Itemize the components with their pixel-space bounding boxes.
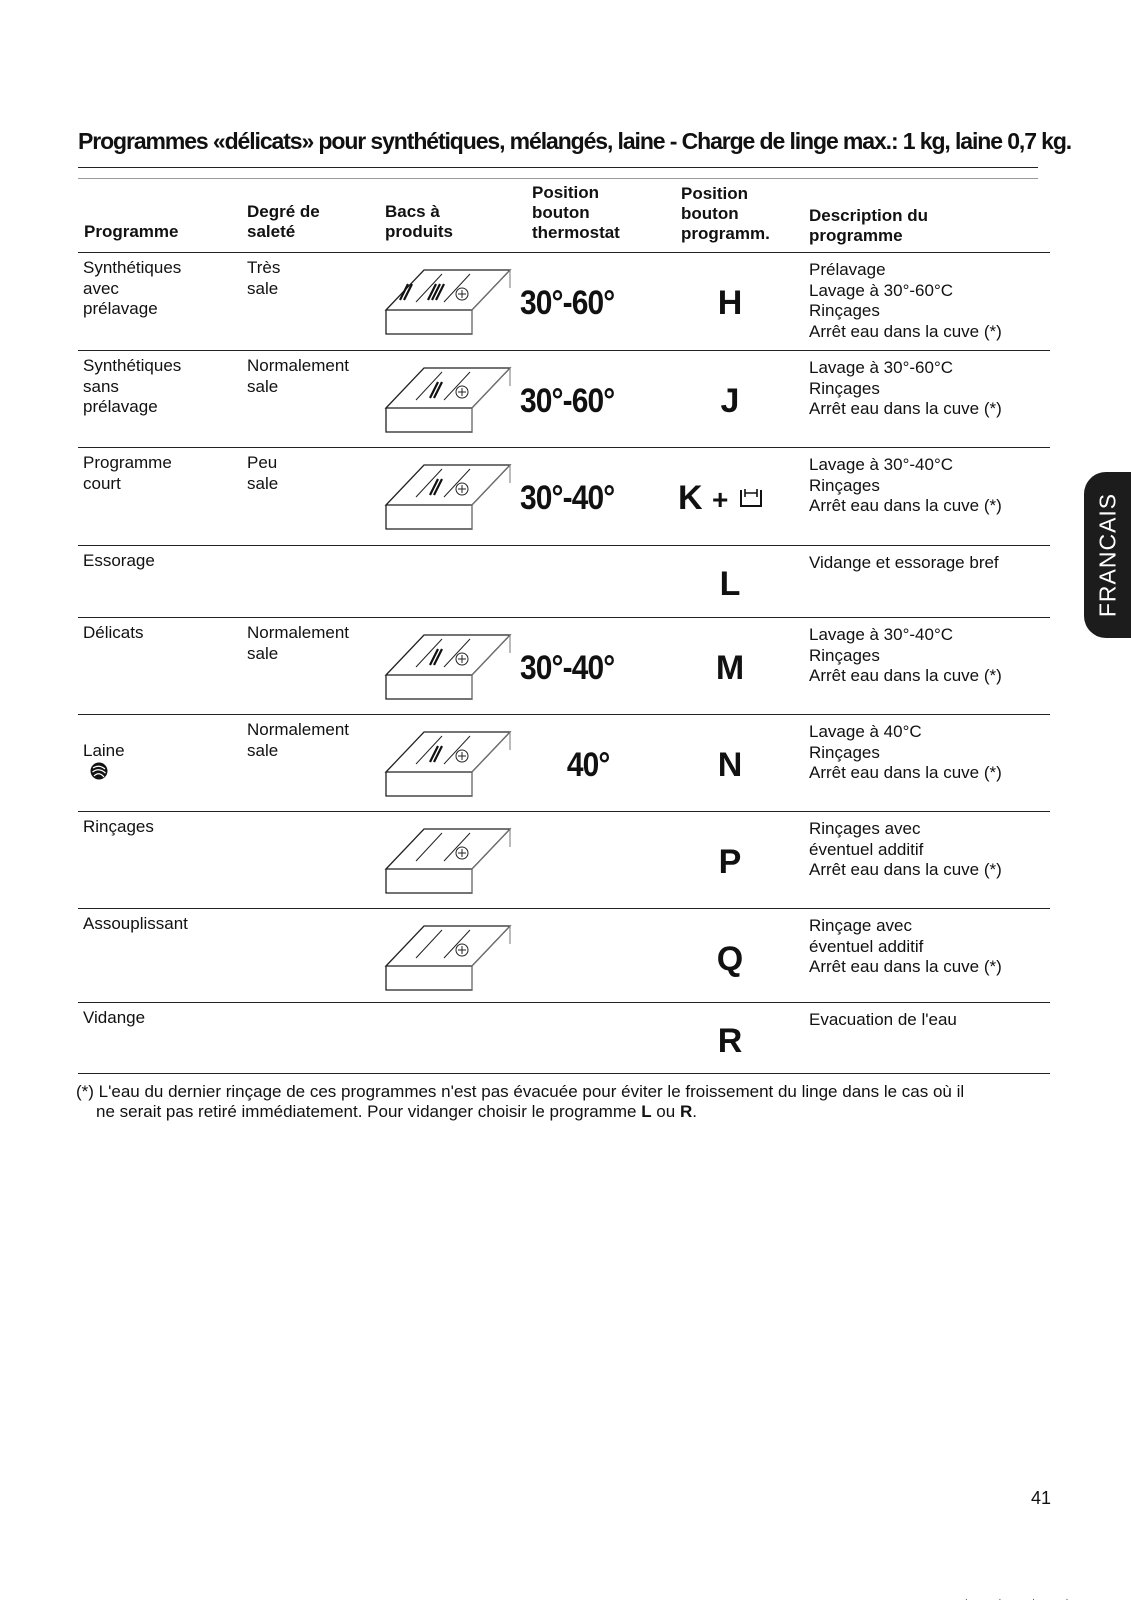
- row-dirt: Très sale: [247, 258, 281, 298]
- row-dirt: Peu sale: [247, 453, 279, 493]
- row-programmer: H: [717, 284, 743, 322]
- detergent-drawer-icon: [382, 920, 512, 992]
- row-dirt: Normalement sale: [247, 356, 350, 396]
- row-description: Lavage à 30°-40°C Rinçages Arrêt eau dans la cuve (*): [809, 625, 1002, 685]
- language-tab: [1084, 472, 1131, 638]
- row-programme: Délicats: [83, 623, 144, 642]
- row-description: Lavage à 30°-40°C Rinçages Arrêt eau dans la cuve (*): [809, 455, 1002, 515]
- detergent-drawer-icon: [382, 629, 512, 701]
- language-tab-label: FRANCAIS: [1094, 492, 1120, 618]
- short-cycle-icon: [738, 486, 764, 510]
- row-rule: [78, 447, 1050, 448]
- table-bottom-rule: [78, 1073, 1050, 1074]
- page-number: 41: [1031, 1488, 1052, 1508]
- footnote-line2: ne serait pas retiré immédiatement. Pour vidanger choisir le programme L ou R.: [96, 1102, 697, 1121]
- row-programme: Essorage: [83, 551, 155, 570]
- row-programme: [83, 720, 125, 784]
- row-description: Rinçages avec éventuel additif Arrêt eau dans la cuve (*): [809, 819, 1002, 879]
- row-thermostat: 30°-40°: [520, 479, 615, 517]
- row-programmer: R: [717, 1022, 743, 1060]
- detergent-drawer-icon: [382, 264, 512, 336]
- detergent-drawer-icon: [382, 726, 512, 798]
- header-description: Description du programme: [809, 206, 929, 245]
- row-description: Evacuation de l'eau: [809, 1010, 957, 1029]
- header-dirt: Degré de saleté: [247, 202, 320, 241]
- page-title: Programmes «délicats» pour synthétiques, mélangés, laine - Charge de linge max.: 1 kg, laine 0,7 kg.: [78, 128, 1072, 154]
- detergent-drawer-icon: [382, 362, 512, 434]
- row-programmer: J: [720, 382, 740, 420]
- programmer-letter: K: [678, 479, 703, 517]
- header-programme: Programme: [84, 222, 179, 241]
- row-rule: [78, 617, 1050, 618]
- header-bottom-rule: [78, 252, 1050, 253]
- header-thermostat: Position bouton thermostat: [532, 183, 620, 242]
- row-programmer: Q: [716, 940, 744, 978]
- footnote-line1: (*) L'eau du dernier rinçage de ces programmes n'est pas évacuée pour éviter le froissement du linge dans le cas où il: [76, 1082, 965, 1101]
- row-dirt: Normalement sale: [247, 623, 350, 663]
- row-description: Vidange et essorage bref: [809, 553, 999, 572]
- row-programme: Synthétiques avec prélavage: [83, 258, 182, 318]
- row-description: Rinçage avec éventuel additif Arrêt eau dans la cuve (*): [809, 916, 1002, 976]
- row-programme: Assouplissant: [83, 914, 188, 933]
- programmer-plus: +: [712, 484, 729, 515]
- row-programme: Vidange: [83, 1008, 146, 1027]
- row-thermostat: 30°-40°: [520, 649, 615, 687]
- row-rule: [78, 545, 1050, 546]
- detergent-drawer-icon: [382, 459, 512, 531]
- row-programme: Synthétiques sans prélavage: [83, 356, 182, 416]
- title-rule: [78, 167, 1038, 168]
- row-rule: [78, 714, 1050, 715]
- row-rule: [78, 1002, 1050, 1003]
- header-drawer: Bacs à produits: [385, 202, 453, 241]
- wool-yarn-icon: [89, 761, 109, 781]
- row-rule: [78, 811, 1050, 812]
- row-rule: [78, 908, 1050, 909]
- scan-dots: . . . .: [965, 1592, 1083, 1603]
- row-description: Lavage à 40°C Rinçages Arrêt eau dans la cuve (*): [809, 722, 1002, 782]
- row-thermostat: 40°: [566, 746, 610, 784]
- row-thermostat: 30°-60°: [520, 284, 615, 322]
- row-programmer: M: [715, 649, 745, 687]
- row-programmer: N: [717, 746, 743, 784]
- row-programmer: P: [718, 843, 742, 881]
- header-programmer: Position bouton programm.: [681, 184, 770, 243]
- detergent-drawer-icon: [382, 823, 512, 895]
- row-programmer: [678, 479, 788, 518]
- row-programmer: L: [719, 565, 741, 603]
- row-thermostat: 30°-60°: [520, 382, 615, 420]
- row-programme-label: Laine: [83, 740, 125, 760]
- footnote: [76, 1082, 1066, 1122]
- row-programme: Programme court: [83, 453, 172, 493]
- row-dirt: Normalement sale: [247, 720, 350, 760]
- row-description: Lavage à 30°-60°C Rinçages Arrêt eau dans la cuve (*): [809, 358, 1002, 418]
- row-rule: [78, 350, 1050, 351]
- row-programme: Rinçages: [83, 817, 154, 836]
- header-top-rule: [78, 178, 1038, 179]
- row-description: Prélavage Lavage à 30°-60°C Rinçages Arrêt eau dans la cuve (*): [809, 260, 1002, 341]
